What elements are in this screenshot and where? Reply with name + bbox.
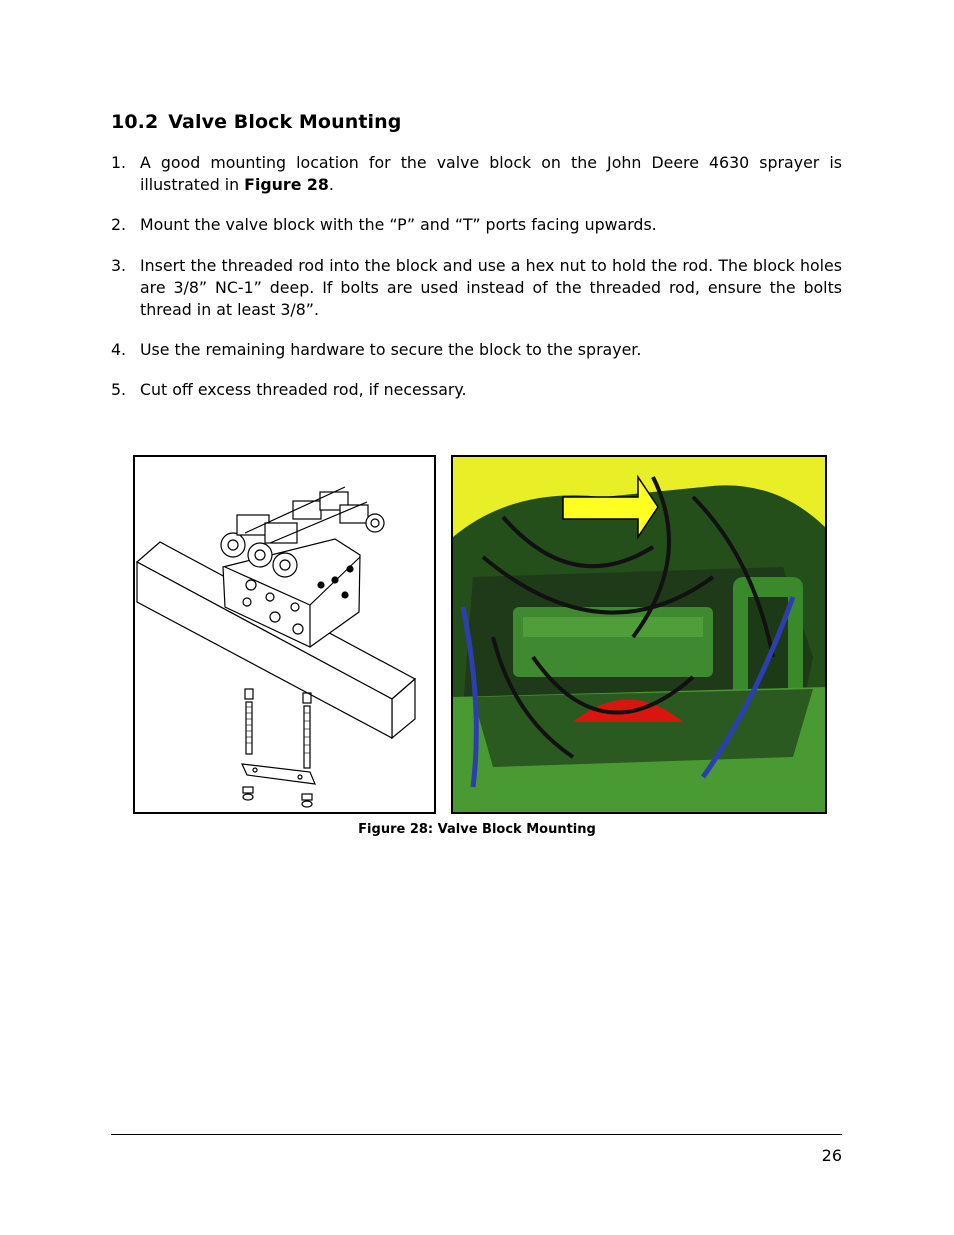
step-text-part: A good mounting location for the valve block on the John Deere 4630 sprayer is illustrated in	[140, 153, 842, 194]
step-number: 3.	[111, 256, 127, 275]
sprayer-photo	[451, 455, 827, 814]
step-list	[111, 152, 842, 401]
figure-reference: Figure 28	[244, 175, 329, 194]
step-number: 5.	[111, 380, 127, 399]
page-number: 26	[821, 1146, 842, 1165]
step-text-part: .	[328, 175, 334, 194]
list-item	[111, 339, 842, 361]
list-item	[111, 379, 842, 401]
step-text	[140, 152, 842, 196]
step-text: Cut off excess threaded rod, if necessary.	[140, 380, 467, 399]
list-item	[111, 214, 842, 236]
step-text: Insert the threaded rod into the block and use a hex nut to hold the rod. The block holes are 3/8” NC-1” deep. If bolts are used instead of the threaded rod, ensure the bolts thread in at least 3/8”.	[140, 256, 842, 319]
step-number: 1.	[111, 153, 127, 172]
step-text: Mount the valve block with the “P” and “T” ports facing upwards.	[140, 215, 657, 234]
section-heading	[111, 111, 401, 133]
footer-divider	[111, 1134, 842, 1135]
sprayer-photo-illustration	[453, 457, 825, 812]
section-number: 10.2	[111, 111, 159, 133]
figure-caption: Figure 28: Valve Block Mounting	[358, 822, 596, 837]
step-text: Use the remaining hardware to secure the block to the sprayer.	[140, 340, 642, 359]
step-number: 2.	[111, 215, 127, 234]
valve-block-diagram	[133, 455, 436, 814]
list-item	[111, 255, 842, 321]
step-number: 4.	[111, 340, 127, 359]
valve-block-drawing	[135, 457, 434, 812]
section-title: Valve Block Mounting	[168, 111, 402, 133]
list-item	[111, 152, 842, 196]
